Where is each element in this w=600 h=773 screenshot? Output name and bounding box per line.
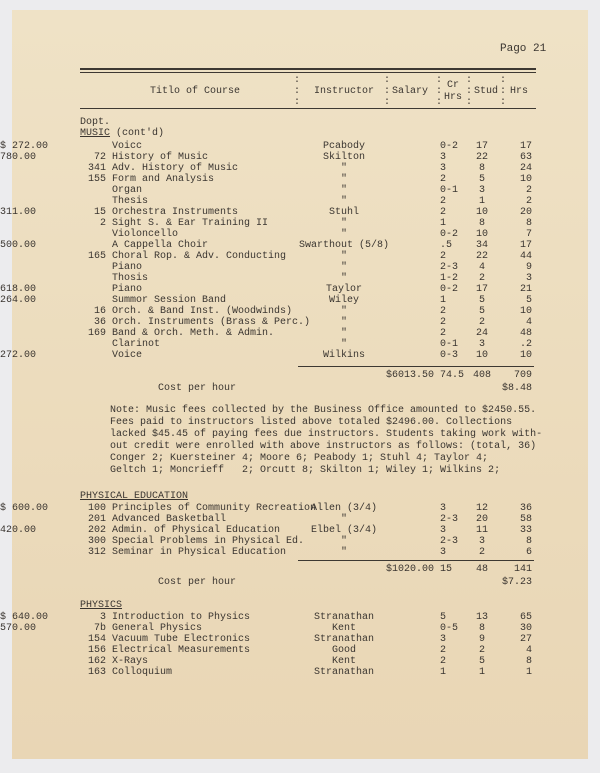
- instructor: ": [340, 196, 347, 207]
- credit-hours: 2: [440, 174, 447, 185]
- table-row: [0, 536, 600, 547]
- course-number: 2: [99, 218, 106, 229]
- table-row: [0, 141, 600, 152]
- instructor: ": [340, 174, 347, 185]
- salary: 264.00: [0, 295, 37, 306]
- students: 3: [478, 536, 485, 547]
- course-title: X-Rays: [112, 656, 149, 667]
- course-title: Voicc: [112, 141, 143, 152]
- header-colon: :: [500, 86, 507, 97]
- pe-total-row: [0, 564, 600, 575]
- students: 5: [478, 295, 485, 306]
- course-title: Advanced Basketball: [112, 514, 227, 525]
- credit-hours: 2-3: [440, 536, 459, 547]
- table-row: [0, 218, 600, 229]
- students: 8: [478, 623, 485, 634]
- hours: 10: [519, 174, 532, 185]
- table-row: [0, 152, 600, 163]
- section-suffix-music: (cont'd): [116, 128, 165, 139]
- table-row: [0, 163, 600, 174]
- table-row: [0, 240, 600, 251]
- music-cost-value: $8.48: [501, 383, 532, 394]
- hours: 10: [519, 350, 532, 361]
- students: 11: [475, 525, 488, 536]
- table-row: [0, 656, 600, 667]
- credit-hours: 2: [440, 251, 447, 262]
- course-title: Band & Orch. Meth. & Admin.: [112, 328, 275, 339]
- credit-hours: 0-5: [440, 623, 459, 634]
- header-colon: :: [384, 75, 391, 86]
- table-row: [0, 174, 600, 185]
- credit-hours: 5: [440, 612, 447, 623]
- music-total-hrs: 709: [513, 370, 532, 381]
- course-title: Introduction to Physics: [112, 612, 251, 623]
- credit-hours: 2: [440, 645, 447, 656]
- instructor: Allen (3/4): [310, 503, 377, 514]
- students: 24: [475, 328, 488, 339]
- course-number: 163: [87, 667, 106, 678]
- course-title: Summor Session Band: [112, 295, 227, 306]
- instructor: Kent: [331, 656, 356, 667]
- table-row: [0, 295, 600, 306]
- course-title: Choral Rop. & Adv. Conducting: [112, 251, 287, 262]
- course-title: Violoncello: [112, 229, 179, 240]
- course-title: Sight S. & Ear Training II: [112, 218, 269, 229]
- hours: 65: [519, 612, 532, 623]
- table-row: [0, 339, 600, 350]
- course-title: Orchestra Instruments: [112, 207, 239, 218]
- salary: 311.00: [0, 207, 37, 218]
- students: 17: [475, 284, 488, 295]
- course-number: 100: [87, 503, 106, 514]
- hours: 8: [525, 218, 532, 229]
- pe-total-rule: [298, 560, 534, 561]
- course-title: Colloquium: [112, 667, 173, 678]
- students: 20: [475, 514, 488, 525]
- column-header-stud: Stud: [474, 86, 499, 97]
- hours: 36: [519, 503, 532, 514]
- credit-hours: 2-3: [440, 514, 459, 525]
- credit-hours: 2: [440, 196, 447, 207]
- students: 22: [475, 251, 488, 262]
- hours: .2: [519, 339, 532, 350]
- hours: 4: [525, 645, 532, 656]
- instructor: ": [340, 306, 347, 317]
- music-total-row: [0, 370, 600, 381]
- header-colon: :: [436, 86, 443, 97]
- students: 17: [475, 141, 488, 152]
- section-name-music: MUSIC: [80, 128, 111, 139]
- pe-total-hrs: 141: [513, 564, 532, 575]
- students: 22: [475, 152, 488, 163]
- hours: 17: [519, 141, 532, 152]
- note-line: out credit were enrolled with above instructors as follows: (total, 36): [110, 441, 537, 452]
- column-header-cr-hrs: Hrs: [444, 92, 463, 103]
- salary: 780.00: [0, 152, 37, 163]
- course-title: Admin. of Physical Education: [112, 525, 281, 536]
- hours: 63: [519, 152, 532, 163]
- pe-total-salary: $1020.00: [385, 564, 434, 575]
- header-colon: :: [294, 97, 301, 108]
- note-line: Note: Music fees collected by the Business Office amounted to $2450.55.: [110, 405, 537, 416]
- hours: 10: [519, 306, 532, 317]
- table-row: [0, 306, 600, 317]
- instructor: Kent: [331, 623, 356, 634]
- students: 10: [475, 229, 488, 240]
- header-colon: :: [466, 97, 473, 108]
- hours: 8: [525, 536, 532, 547]
- pe-total-cr: 15: [440, 564, 453, 575]
- course-title: Piano: [112, 262, 143, 273]
- students: 2: [478, 273, 485, 284]
- hours: 8: [525, 656, 532, 667]
- header-colon: :: [466, 86, 473, 97]
- header-colon: :: [500, 75, 507, 86]
- course-number: 36: [93, 317, 106, 328]
- hours: 7: [525, 229, 532, 240]
- section-heading-physics: PHYSICS: [80, 600, 123, 611]
- credit-hours: 3: [440, 525, 447, 536]
- course-title: Form and Analysis: [112, 174, 215, 185]
- students: 9: [478, 634, 485, 645]
- course-title: Seminar in Physical Education: [112, 547, 287, 558]
- course-title: Orch. & Band Inst. (Woodwinds): [112, 306, 293, 317]
- column-header-cr: Cr: [447, 80, 460, 91]
- credit-hours: 3: [440, 152, 447, 163]
- course-number: 7b: [93, 623, 106, 634]
- course-title: Clarinot: [112, 339, 161, 350]
- instructor: ": [340, 317, 347, 328]
- course-title: Principles of Community Recreation: [112, 503, 317, 514]
- instructor: ": [340, 262, 347, 273]
- course-title: Electrical Measurements: [112, 645, 251, 656]
- instructor: Stranathan: [313, 634, 374, 645]
- salary: 500.00: [0, 240, 37, 251]
- instructor: ": [340, 328, 347, 339]
- students: 34: [475, 240, 488, 251]
- credit-hours: 0-2: [440, 229, 459, 240]
- hours: 4: [525, 317, 532, 328]
- course-number: 162: [87, 656, 106, 667]
- instructor: ": [340, 251, 347, 262]
- instructor: Wiley: [328, 295, 359, 306]
- course-number: 165: [87, 251, 106, 262]
- table-row: [0, 645, 600, 656]
- course-title: History of Music: [112, 152, 209, 163]
- students: 2: [478, 547, 485, 558]
- credit-hours: 2-3: [440, 262, 459, 273]
- salary: 420.00: [0, 525, 37, 536]
- note-line: Geltch 1; Moncrieff 2; Orcutt 8; Skilton 1; Wiley 1; Wilkins 2;: [110, 465, 501, 476]
- hours: 30: [519, 623, 532, 634]
- table-row: [0, 273, 600, 284]
- course-number: 72: [93, 152, 106, 163]
- course-number: 312: [87, 547, 106, 558]
- credit-hours: 2: [440, 317, 447, 328]
- instructor: Pcabody: [322, 141, 365, 152]
- table-row: [0, 328, 600, 339]
- table-row: [0, 514, 600, 525]
- hours: 2: [525, 196, 532, 207]
- course-title: Orch. Instruments (Brass & Perc.): [112, 317, 311, 328]
- students: 12: [475, 503, 488, 514]
- header-top-rule-1: [80, 68, 536, 70]
- credit-hours: 2: [440, 656, 447, 667]
- header-colon: :: [384, 97, 391, 108]
- instructor: ": [340, 163, 347, 174]
- section-heading-music: [80, 128, 164, 139]
- instructor: ": [340, 547, 347, 558]
- salary: $ 600.00: [0, 503, 49, 514]
- header-colon: :: [384, 86, 391, 97]
- table-row: [0, 547, 600, 558]
- hours: 20: [519, 207, 532, 218]
- table-row: [0, 667, 600, 678]
- instructor: Stranathan: [313, 667, 374, 678]
- hours: 2: [525, 185, 532, 196]
- credit-hours: 0-1: [440, 185, 459, 196]
- hours: 58: [519, 514, 532, 525]
- pe-cost-value: $7.23: [501, 577, 532, 588]
- instructor: Stranathan: [313, 612, 374, 623]
- header-bottom-rule: [80, 108, 536, 109]
- credit-hours: 0-3: [440, 350, 459, 361]
- credit-hours: 0-2: [440, 284, 459, 295]
- course-number: 202: [87, 525, 106, 536]
- instructor: ": [340, 536, 347, 547]
- credit-hours: 2: [440, 328, 447, 339]
- course-number: 201: [87, 514, 106, 525]
- salary: 618.00: [0, 284, 37, 295]
- header-colon: :: [436, 75, 443, 86]
- instructor: Wilkins: [322, 350, 365, 361]
- credit-hours: 3: [440, 503, 447, 514]
- table-row: [0, 503, 600, 514]
- hours: 33: [519, 525, 532, 536]
- students: 5: [478, 656, 485, 667]
- header-colon: :: [294, 86, 301, 97]
- course-title: Vacuum Tube Electronics: [112, 634, 251, 645]
- note-line: lacked $45.45 of paying fees due instructors. Students taking work with-: [110, 429, 543, 440]
- music-total-salary: $6013.50: [385, 370, 434, 381]
- header-colon: :: [436, 97, 443, 108]
- table-row: [0, 350, 600, 361]
- dept-label: Dopt.: [80, 117, 111, 128]
- students: 8: [478, 218, 485, 229]
- header-colon: :: [500, 97, 507, 108]
- hours: 5: [525, 295, 532, 306]
- pe-total-stud: 48: [475, 564, 488, 575]
- course-title: Thosis: [112, 273, 149, 284]
- pe-cost-label: Cost per hour: [158, 577, 237, 588]
- note-line: Fees paid to instructors listed above totaled $2496.00. Collections: [110, 417, 513, 428]
- hours: 17: [519, 240, 532, 251]
- music-total-cr: 74.5: [440, 370, 465, 381]
- credit-hours: .5: [440, 240, 453, 251]
- course-title: Piano: [112, 284, 143, 295]
- hours: 3: [525, 273, 532, 284]
- salary: $ 640.00: [0, 612, 49, 623]
- table-row: [0, 623, 600, 634]
- instructor: ": [340, 218, 347, 229]
- credit-hours: 3: [440, 634, 447, 645]
- table-row: [0, 634, 600, 645]
- course-number: 169: [87, 328, 106, 339]
- table-row: [0, 251, 600, 262]
- instructor: Skilton: [322, 152, 365, 163]
- students: 1: [478, 196, 485, 207]
- students: 5: [478, 306, 485, 317]
- instructor: Taylor: [325, 284, 362, 295]
- hours: 9: [525, 262, 532, 273]
- header-colon: :: [466, 75, 473, 86]
- course-title: A Cappella Choir: [112, 240, 209, 251]
- instructor: ": [340, 273, 347, 284]
- note-line: Conger 2; Kuersteiner 4; Moore 6; Peabody 1; Stuhl 4; Taylor 4;: [110, 453, 489, 464]
- students: 13: [475, 612, 488, 623]
- credit-hours: 0-1: [440, 339, 459, 350]
- header-top-rule-2: [80, 72, 536, 73]
- credit-hours: 1: [440, 218, 447, 229]
- table-row: [0, 525, 600, 536]
- course-number: 300: [87, 536, 106, 547]
- music-total-stud: 408: [472, 370, 491, 381]
- course-number: 15: [93, 207, 106, 218]
- hours: 21: [519, 284, 532, 295]
- hours: 24: [519, 163, 532, 174]
- salary: 272.00: [0, 350, 37, 361]
- instructor: ": [340, 185, 347, 196]
- column-header-title: Titlo of Course: [150, 86, 241, 97]
- course-number: 16: [93, 306, 106, 317]
- credit-hours: 1-2: [440, 273, 459, 284]
- students: 4: [478, 262, 485, 273]
- students: 2: [478, 317, 485, 328]
- table-row: [0, 196, 600, 207]
- students: 8: [478, 163, 485, 174]
- salary: $ 272.00: [0, 141, 49, 152]
- course-number: 155: [87, 174, 106, 185]
- course-number: 3: [99, 612, 106, 623]
- column-header-hrs: Hrs: [510, 86, 529, 97]
- students: 3: [478, 185, 485, 196]
- credit-hours: 2: [440, 207, 447, 218]
- course-title: Organ: [112, 185, 143, 196]
- students: 5: [478, 174, 485, 185]
- music-cost-label: Cost per hour: [158, 383, 237, 394]
- instructor: ": [340, 229, 347, 240]
- table-row: [0, 284, 600, 295]
- salary: 570.00: [0, 623, 37, 634]
- column-header-instructor: Instructor: [314, 86, 375, 97]
- credit-hours: 2: [440, 306, 447, 317]
- credit-hours: 1: [440, 667, 447, 678]
- instructor: ": [340, 514, 347, 525]
- table-row: [0, 207, 600, 218]
- page-number: Pago 21: [500, 43, 547, 55]
- credit-hours: 3: [440, 163, 447, 174]
- course-number: 154: [87, 634, 106, 645]
- table-row: [0, 229, 600, 240]
- header-colon: :: [294, 75, 301, 86]
- instructor: Good: [331, 645, 356, 656]
- credit-hours: 1: [440, 295, 447, 306]
- course-title: General Physics: [112, 623, 203, 634]
- course-title: Voice: [112, 350, 143, 361]
- table-row: [0, 262, 600, 273]
- students: 3: [478, 339, 485, 350]
- hours: 6: [525, 547, 532, 558]
- students: 2: [478, 645, 485, 656]
- instructor: Elbel (3/4): [310, 525, 377, 536]
- table-row: [0, 612, 600, 623]
- instructor: Swarthout (5/8): [298, 240, 389, 251]
- column-header-salary: Salary: [392, 86, 429, 97]
- course-title: Special Problems in Physical Ed.: [112, 536, 305, 547]
- students: 10: [475, 207, 488, 218]
- music-total-rule: [298, 366, 534, 367]
- credit-hours: 0-2: [440, 141, 459, 152]
- course-number: 156: [87, 645, 106, 656]
- hours: 44: [519, 251, 532, 262]
- section-heading-physical-education: PHYSICAL EDUCATION: [80, 491, 189, 502]
- instructor: Stuhl: [328, 207, 359, 218]
- table-row: [0, 317, 600, 328]
- course-title: Thesis: [112, 196, 149, 207]
- course-number: 341: [87, 163, 106, 174]
- credit-hours: 3: [440, 547, 447, 558]
- hours: 1: [525, 667, 532, 678]
- table-row: [0, 185, 600, 196]
- hours: 48: [519, 328, 532, 339]
- course-title: Adv. History of Music: [112, 163, 239, 174]
- students: 1: [478, 667, 485, 678]
- hours: 27: [519, 634, 532, 645]
- students: 10: [475, 350, 488, 361]
- instructor: ": [340, 339, 347, 350]
